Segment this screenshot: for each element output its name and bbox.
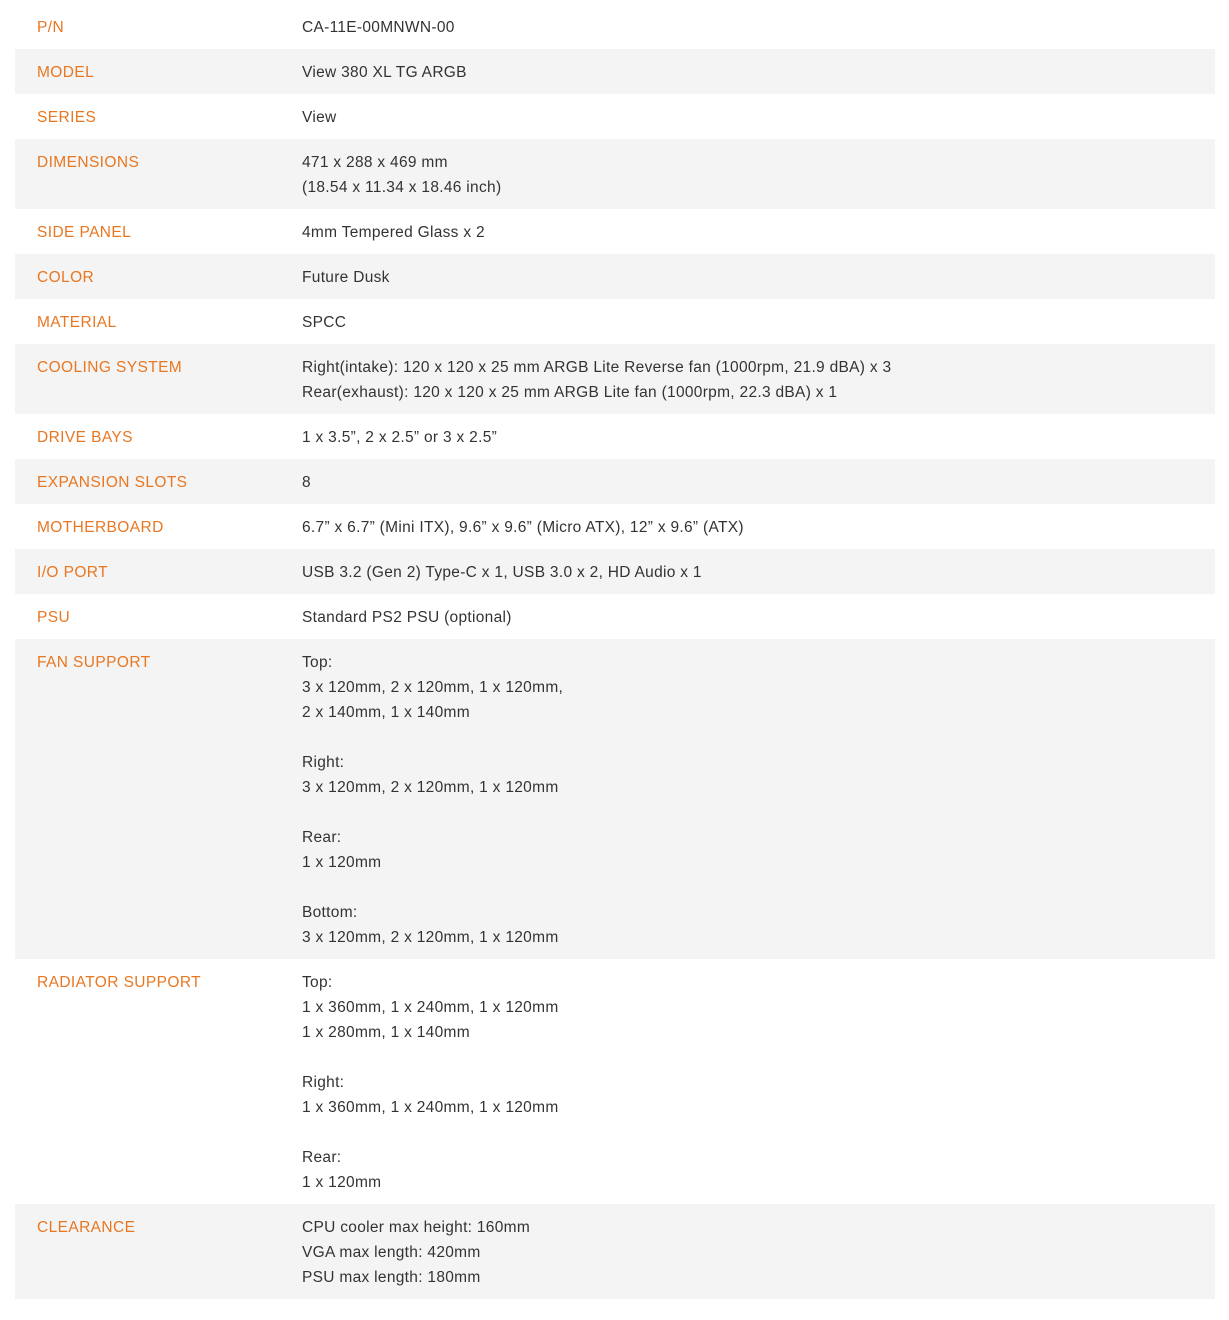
spec-value-line: Rear(exhaust): 120 x 120 x 25 mm ARGB Lite fan (1000rpm, 22.3 dBA) x 1: [302, 384, 838, 401]
spec-row: [15, 1204, 1215, 1299]
spec-row: [15, 4, 1215, 49]
spec-value-line: 4mm Tempered Glass x 2: [302, 224, 485, 241]
spec-value: [302, 60, 1215, 85]
spec-value: [302, 515, 1215, 540]
spec-value-line: VGA max length: 420mm: [302, 1244, 481, 1261]
spec-value-line: 1 x 280mm, 1 x 140mm: [302, 1024, 470, 1041]
spec-value-line: 3 x 120mm, 2 x 120mm, 1 x 120mm: [302, 779, 559, 796]
spec-label: MODEL: [37, 64, 95, 81]
spec-label: SIDE PANEL: [37, 224, 132, 241]
spec-value-line: 1 x 120mm: [302, 854, 382, 871]
spec-value: [302, 265, 1215, 290]
spec-label: P/N: [37, 19, 65, 36]
spec-value-line: (18.54 x 11.34 x 18.46 inch): [302, 179, 502, 196]
spec-label: PSU: [37, 609, 71, 626]
spec-value: [302, 355, 1215, 405]
spec-label: I/O PORT: [37, 564, 108, 581]
spec-value: [302, 1215, 1215, 1290]
spec-value-line: 6.7” x 6.7” (Mini ITX), 9.6” x 9.6” (Micro ATX), 12” x 9.6” (ATX): [302, 519, 744, 536]
spec-row: [15, 94, 1215, 139]
spec-label: MOTHERBOARD: [37, 519, 164, 536]
spec-row: [15, 209, 1215, 254]
spec-label: EXPANSION SLOTS: [37, 474, 188, 491]
spec-label: SERIES: [37, 109, 97, 126]
spec-value-line: 1 x 360mm, 1 x 240mm, 1 x 120mm: [302, 1099, 559, 1116]
spec-value-line: [302, 1120, 1215, 1145]
spec-row: [15, 344, 1215, 414]
spec-value-line: View 380 XL TG ARGB: [302, 64, 467, 81]
spec-value-line: Rear:: [302, 829, 342, 846]
spec-value: [302, 220, 1215, 245]
spec-value: [302, 650, 1215, 950]
spec-value-line: 3 x 120mm, 2 x 120mm, 1 x 120mm,: [302, 679, 564, 696]
spec-label: CLEARANCE: [37, 1219, 136, 1236]
spec-value: [302, 560, 1215, 585]
spec-value-line: [302, 800, 1215, 825]
spec-row: [15, 254, 1215, 299]
spec-value: [302, 470, 1215, 495]
spec-value-line: [302, 1045, 1215, 1070]
spec-value-line: 1 x 120mm: [302, 1174, 382, 1191]
spec-value: [302, 105, 1215, 130]
spec-row: [15, 549, 1215, 594]
spec-value-line: View: [302, 109, 337, 126]
spec-row: [15, 504, 1215, 549]
spec-label: DIMENSIONS: [37, 154, 140, 171]
spec-value-line: [302, 875, 1215, 900]
spec-value-line: Bottom:: [302, 904, 358, 921]
spec-value-line: Right:: [302, 1074, 345, 1091]
spec-value-line: Rear:: [302, 1149, 342, 1166]
spec-label: COLOR: [37, 269, 95, 286]
spec-value-line: CPU cooler max height: 160mm: [302, 1219, 531, 1236]
spec-value-line: Right:: [302, 754, 345, 771]
spec-value-line: Top:: [302, 654, 333, 671]
spec-row: [15, 639, 1215, 959]
spec-value-line: CA-11E-00MNWN-00: [302, 19, 455, 36]
spec-value-line: 3 x 120mm, 2 x 120mm, 1 x 120mm: [302, 929, 559, 946]
spec-row: [15, 594, 1215, 639]
spec-table: [15, 4, 1215, 1299]
spec-row: [15, 49, 1215, 94]
spec-value: [302, 425, 1215, 450]
spec-value-line: PSU max length: 180mm: [302, 1269, 481, 1286]
spec-row: [15, 459, 1215, 504]
spec-label: DRIVE BAYS: [37, 429, 133, 446]
spec-value-line: Standard PS2 PSU (optional): [302, 609, 512, 626]
spec-value-line: 1 x 360mm, 1 x 240mm, 1 x 120mm: [302, 999, 559, 1016]
spec-value: [302, 15, 1215, 40]
spec-value: [302, 150, 1215, 200]
spec-value-line: 1 x 3.5”, 2 x 2.5” or 3 x 2.5”: [302, 429, 498, 446]
spec-value-line: Right(intake): 120 x 120 x 25 mm ARGB Lite Reverse fan (1000rpm, 21.9 dBA) x 3: [302, 359, 892, 376]
spec-value-line: Future Dusk: [302, 269, 390, 286]
spec-value-line: 471 x 288 x 469 mm: [302, 154, 448, 171]
spec-value: [302, 310, 1215, 335]
spec-value-line: 8: [302, 474, 311, 491]
spec-row: [15, 959, 1215, 1204]
spec-row: [15, 299, 1215, 344]
spec-label: MATERIAL: [37, 314, 117, 331]
spec-value: [302, 605, 1215, 630]
spec-value: [302, 970, 1215, 1195]
spec-label: FAN SUPPORT: [37, 654, 151, 671]
spec-value-line: Top:: [302, 974, 333, 991]
spec-value-line: 2 x 140mm, 1 x 140mm: [302, 704, 470, 721]
spec-row: [15, 414, 1215, 459]
spec-value-line: SPCC: [302, 314, 347, 331]
spec-value-line: USB 3.2 (Gen 2) Type-C x 1, USB 3.0 x 2, HD Audio x 1: [302, 564, 702, 581]
spec-label: RADIATOR SUPPORT: [37, 974, 202, 991]
spec-label: COOLING SYSTEM: [37, 359, 183, 376]
spec-row: [15, 139, 1215, 209]
spec-value-line: [302, 725, 1215, 750]
